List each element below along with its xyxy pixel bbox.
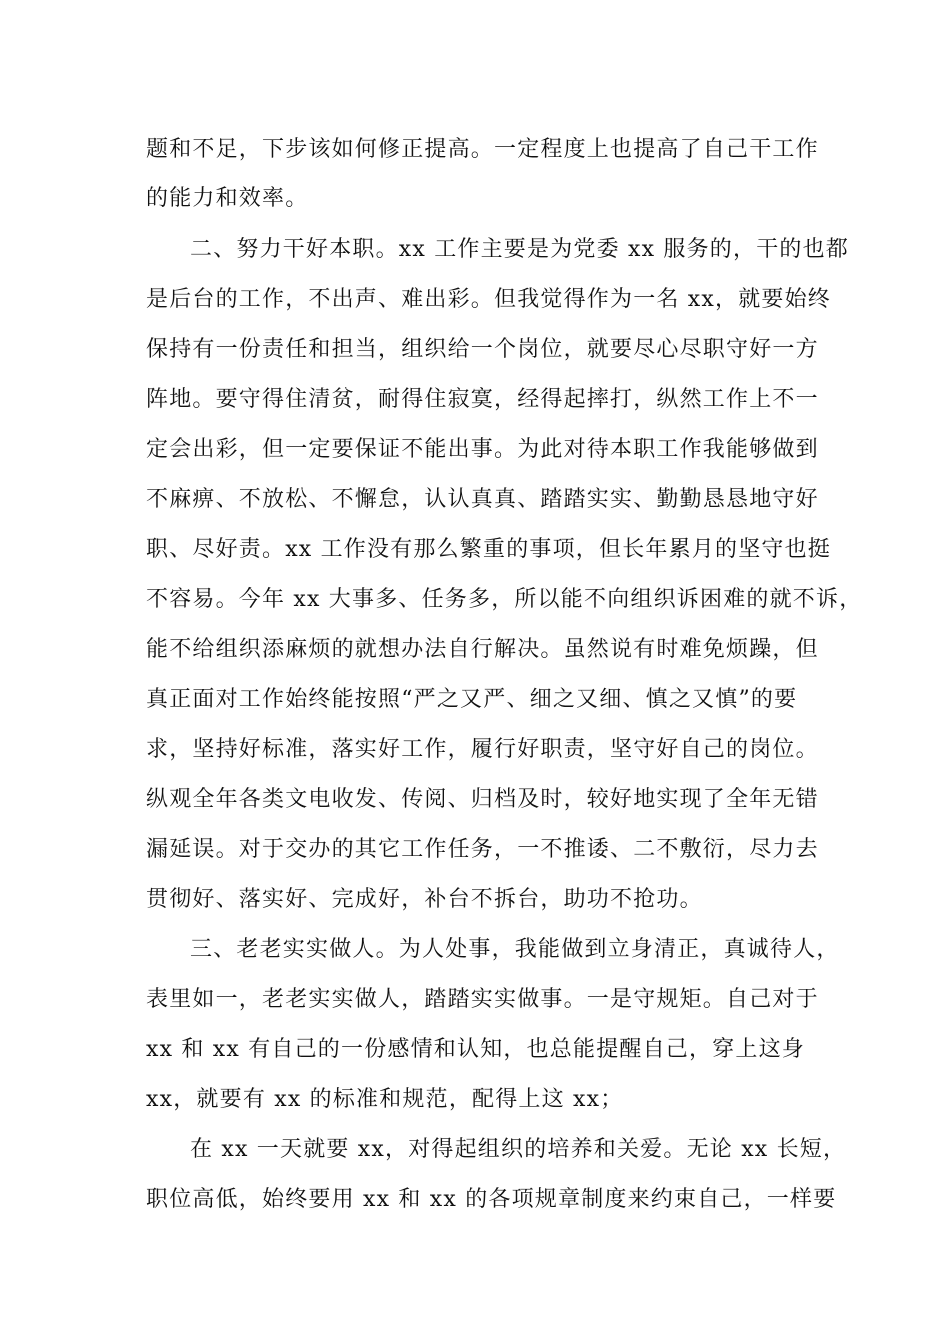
- text-line: xx 和 xx 有自己的一份感情和认知，也总能提醒自己，穿上这身: [146, 1037, 806, 1062]
- text-line: 保持有一份责任和担当，组织给一个岗位，就要尽心尽职守好一方: [146, 337, 819, 362]
- text-line: 题和不足，下步该如何修正提高。一定程度上也提高了自己干工作: [146, 137, 819, 162]
- text-line: 纵观全年各类文电收发、传阅、归档及时，较好地实现了全年无错: [146, 787, 819, 812]
- paragraph-heading-3: 三、老老实实做人。为人处事，我能做到立身清正，真诚待人，: [190, 937, 840, 962]
- paragraph-start: 在 xx 一天就要 xx，对得起组织的培养和关爱。无论 xx 长短，: [190, 1137, 847, 1162]
- text-line: 贯彻好、落实好、完成好，补台不拆台，助功不抢功。: [146, 887, 703, 912]
- text-line: 的能力和效率。: [146, 186, 309, 211]
- text-line: 求，坚持好标准，落实好工作，履行好职责，坚守好自己的岗位。: [146, 737, 819, 762]
- text-line: 真正面对工作始终能按照“严之又严、细之又细、慎之又慎”的要: [146, 687, 798, 712]
- text-line: xx，就要有 xx 的标准和规范，配得上这 xx；: [146, 1087, 624, 1112]
- text-line: 不麻痹、不放松、不懈怠，认认真真、踏踏实实、勤勤恳恳地守好: [146, 487, 819, 512]
- text-line: 漏延误。对于交办的其它工作任务，一不推诿、二不敷衍，尽力去: [146, 837, 819, 862]
- text-line: 能不给组织添麻烦的就想办法自行解决。虽然说有时难免烦躁，但: [146, 637, 819, 662]
- paragraph-heading-2: 二、努力干好本职。xx 工作主要是为党委 xx 服务的，干的也都: [190, 237, 850, 262]
- text-line: 不容易。今年 xx 大事多、任务多，所以能不向组织诉困难的就不诉，: [146, 587, 863, 612]
- text-line: 定会出彩，但一定要保证不能出事。为此对待本职工作我能够做到: [146, 437, 819, 462]
- text-line: 表里如一，老老实实做人，踏踏实实做事。一是守规矩。自己对于: [146, 987, 819, 1012]
- text-line: 是后台的工作，不出声、难出彩。但我觉得作为一名 xx，就要始终: [146, 287, 832, 312]
- text-line: 职、尽好责。xx 工作没有那么繁重的事项，但长年累月的坚守也挺: [146, 537, 832, 562]
- text-line: 职位高低，始终要用 xx 和 xx 的各项规章制度来约束自己，一样要: [146, 1187, 837, 1212]
- text-line: 阵地。要守得住清贫，耐得住寂寞，经得起摔打，纵然工作上不一: [146, 387, 819, 412]
